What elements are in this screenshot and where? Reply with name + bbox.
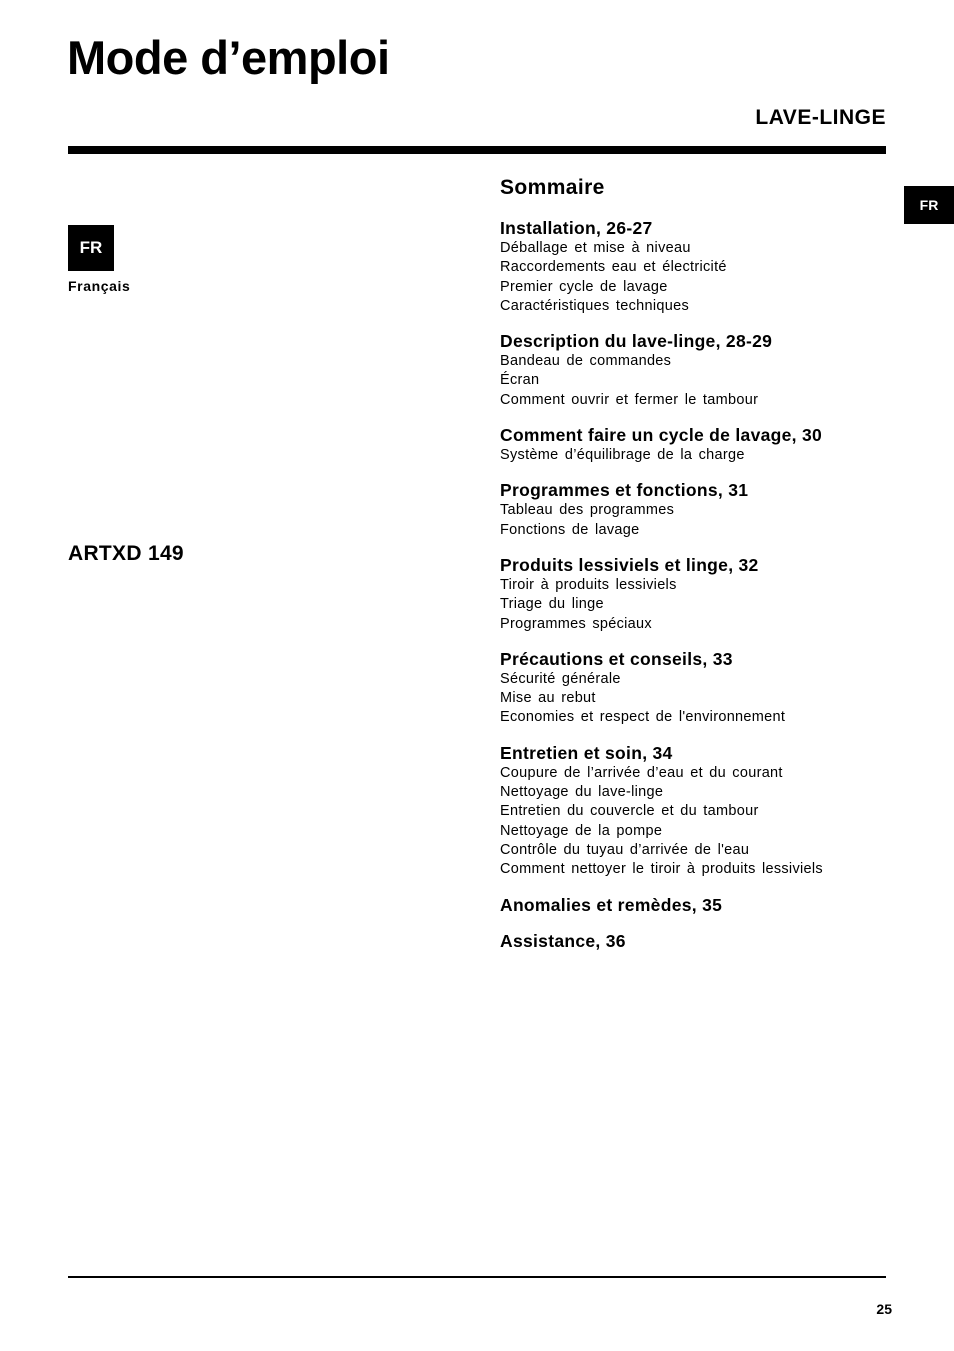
- toc-item[interactable]: Sécurité générale: [500, 670, 621, 687]
- toc-item[interactable]: Comment ouvrir et fermer le tambour: [500, 391, 759, 408]
- toc-item[interactable]: Coupure de l’arrivée d’eau et du courant: [500, 764, 783, 781]
- footer-rule: [68, 1276, 886, 1278]
- toc-item[interactable]: Tableau des programmes: [500, 502, 675, 519]
- toc-item[interactable]: Système d’équilibrage de la charge: [500, 447, 745, 464]
- toc-item[interactable]: Nettoyage du lave-linge: [500, 784, 664, 801]
- page-title: Mode d’emploi: [67, 31, 390, 84]
- toc-section-title[interactable]: Produits lessiviels et linge, 32: [500, 554, 759, 575]
- toc-section-title[interactable]: Installation, 26-27: [500, 218, 653, 238]
- toc-section: [500, 554, 900, 634]
- toc-section-title[interactable]: Assistance, 36: [500, 930, 626, 951]
- toc-section: [500, 424, 900, 465]
- toc-sections: [500, 217, 900, 952]
- page-number: 25: [876, 1301, 892, 1317]
- toc-section-title[interactable]: Programmes et fonctions, 31: [500, 480, 749, 501]
- toc-item[interactable]: Tiroir à produits lessiviels: [500, 576, 677, 593]
- toc-section: [500, 479, 900, 540]
- toc-item[interactable]: Economies et respect de l'environnement: [500, 709, 786, 726]
- toc-item[interactable]: Contrôle du tuyau d’arrivée de l'eau: [500, 841, 750, 858]
- language-name: Français: [68, 278, 131, 294]
- table-of-contents: [500, 174, 900, 966]
- toc-item[interactable]: Nettoyage de la pompe: [500, 822, 663, 839]
- toc-section: [500, 217, 900, 316]
- toc-section: [500, 742, 900, 880]
- toc-item[interactable]: Déballage et mise à niveau: [500, 240, 691, 256]
- toc-item[interactable]: Raccordements eau et électricité: [500, 259, 727, 276]
- toc-item[interactable]: Triage du linge: [500, 596, 604, 613]
- toc-heading: Sommaire: [500, 176, 605, 199]
- toc-item[interactable]: Caractéristiques techniques: [500, 297, 690, 314]
- toc-section-title[interactable]: Entretien et soin, 34: [500, 742, 673, 763]
- language-badge: FR: [68, 225, 114, 271]
- toc-item[interactable]: Écran: [500, 372, 540, 389]
- toc-item[interactable]: Mise au rebut: [500, 690, 596, 707]
- toc-section: [500, 894, 900, 916]
- header-rule: [68, 146, 886, 154]
- toc-section-title[interactable]: Description du lave-linge, 28-29: [500, 331, 773, 352]
- toc-section-title[interactable]: Anomalies et remèdes, 35: [500, 894, 723, 915]
- model-number: ARTXD 149: [68, 542, 184, 565]
- toc-section-title[interactable]: Comment faire un cycle de lavage, 30: [500, 425, 823, 446]
- toc-item[interactable]: Bandeau de commandes: [500, 353, 672, 370]
- toc-section: [500, 330, 900, 410]
- toc-section-title[interactable]: Précautions et conseils, 33: [500, 648, 733, 669]
- product-type: LAVE-LINGE: [755, 106, 886, 129]
- toc-item[interactable]: Fonctions de lavage: [500, 521, 640, 538]
- toc-section: [500, 648, 900, 728]
- toc-item[interactable]: Comment nettoyer le tiroir à produits lessiviels: [500, 861, 823, 878]
- toc-item[interactable]: Premier cycle de lavage: [500, 278, 668, 295]
- toc-item[interactable]: Entretien du couvercle et du tambour: [500, 803, 759, 820]
- toc-section: [500, 930, 900, 952]
- language-side-tab: FR: [904, 186, 954, 224]
- toc-item[interactable]: Programmes spéciaux: [500, 615, 652, 632]
